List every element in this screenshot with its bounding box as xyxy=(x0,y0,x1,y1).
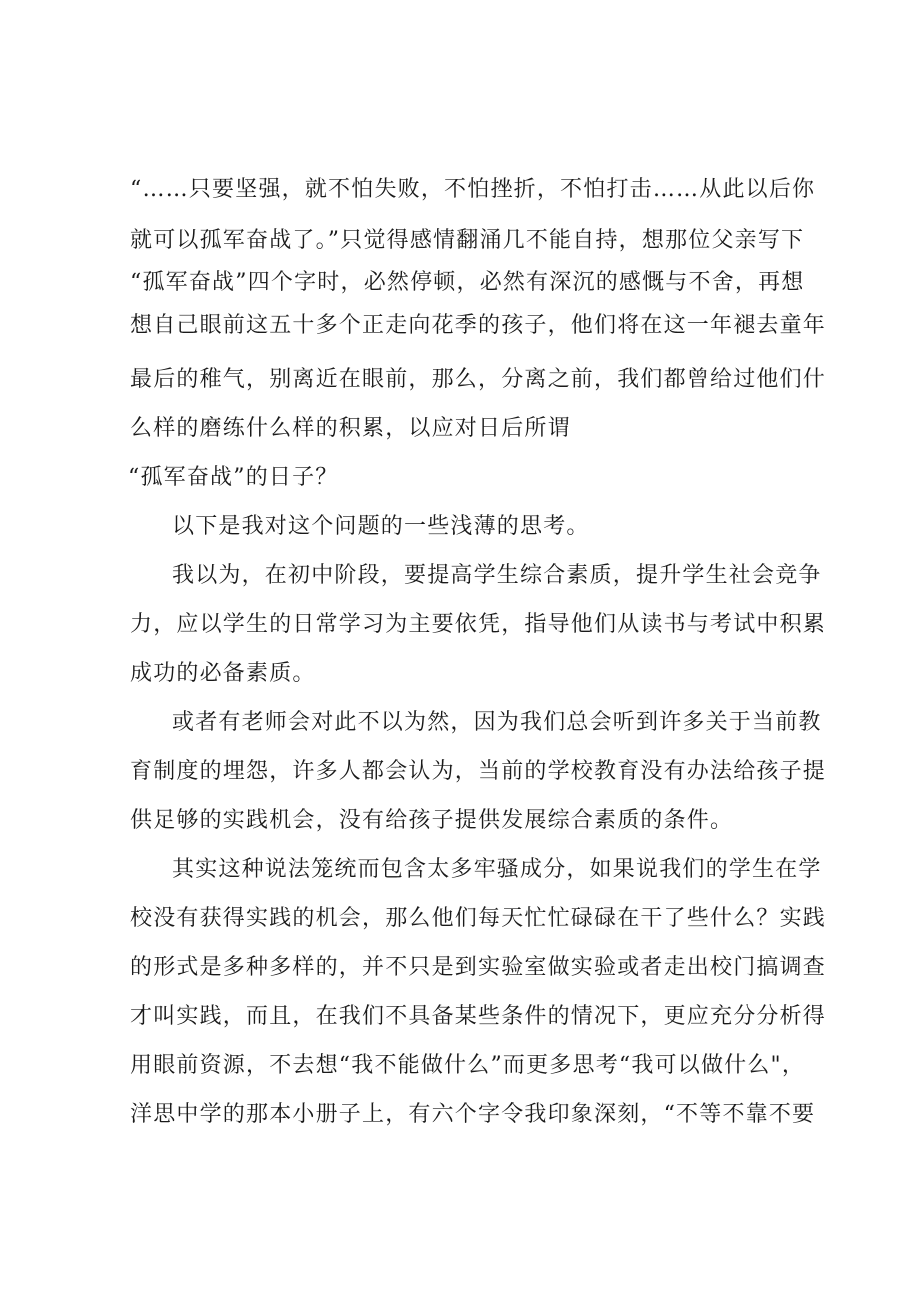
text-line: 的形式是多种多样的，并不只是到实验室做实验或者走出校门搞调查 xyxy=(130,955,827,980)
text-line: 想自己眼前这五十多个正走向花季的孩子，他们将在这一年褪去童年 xyxy=(130,313,827,338)
text-line: “……只要坚强，就不怕失败，不怕挫折，不怕打击……从此以后你 xyxy=(130,177,816,202)
text-line: 力，应以学生的日常学习为主要依凭，指导他们从读书与考试中积累 xyxy=(130,612,827,637)
text-line: 成功的必备素质。 xyxy=(130,661,316,686)
text-line: 才叫实践，而且，在我们不具备某些条件的情况下，更应充分分析得 xyxy=(130,1004,827,1029)
text-line: 校没有获得实践的机会，那么他们每天忙忙碌碌在干了些什么？实践 xyxy=(130,906,827,931)
paragraph-start: 其实这种说法笼统而包含太多牢骚成分，如果说我们的学生在学 xyxy=(172,857,822,882)
paragraph-start: 以下是我对这个问题的一些浅薄的思考。 xyxy=(172,514,590,539)
paragraph-start: 我以为，在初中阶段，要提高学生综合素质，提升学生社会竞争 xyxy=(172,563,822,588)
text-line: 用眼前资源，不去想“我不能做什么”而更多思考“我可以做什么"， xyxy=(130,1053,806,1078)
text-line: 最后的稚气，别离近在眼前，那么，分离之前，我们都曾给过他们什 xyxy=(130,367,827,392)
paragraph-start: 或者有老师会对此不以为然，因为我们总会听到许多关于当前教 xyxy=(172,710,822,735)
text-line: “孤军奋战”的日子？ xyxy=(128,465,339,490)
text-line: 供足够的实践机会，没有给孩子提供发展综合素质的条件。 xyxy=(130,808,734,833)
text-line: “孤军奋战”四个字时，必然停顿，必然有深沉的感慨与不舍，再想 xyxy=(130,270,805,295)
text-line: 洋思中学的那本小册子上，有六个字令我印象深刻，“不等不靠不要 xyxy=(130,1102,816,1127)
text-line: 么样的磨练什么样的积累，以应对日后所谓 xyxy=(130,416,571,441)
text-line: 育制度的埋怨，许多人都会认为，当前的学校教育没有办法给孩子提 xyxy=(130,759,827,784)
text-line: 就可以孤军奋战了。”只觉得感情翻涌几不能自持，想那位父亲写下 xyxy=(130,228,805,253)
